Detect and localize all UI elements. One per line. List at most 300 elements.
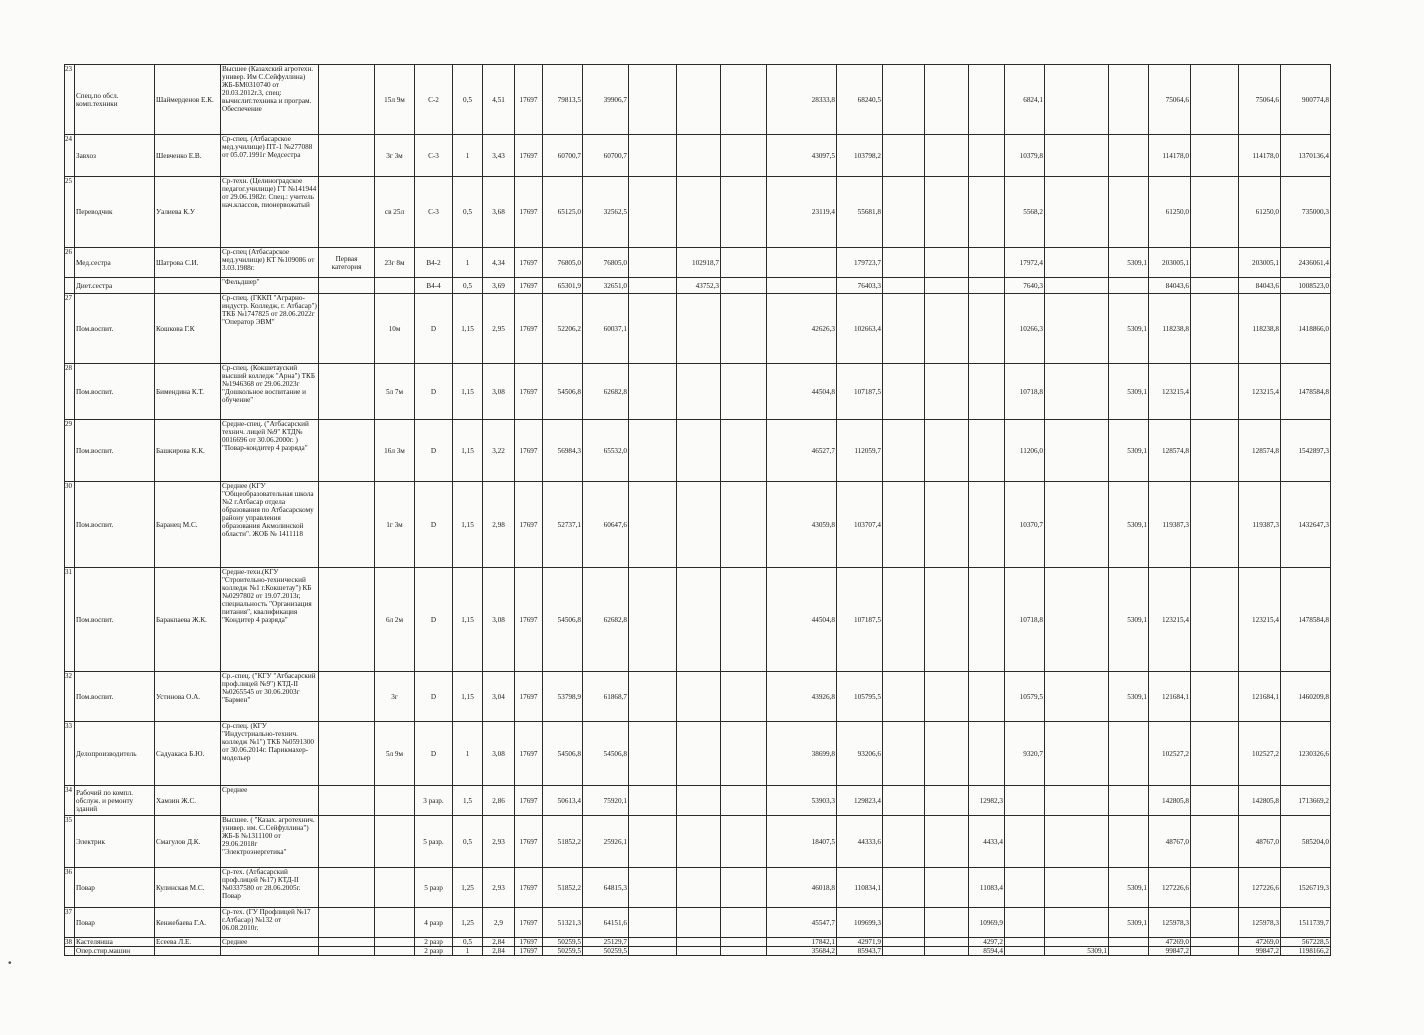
col-empty-4-cell <box>925 816 969 868</box>
position-cell: Электрик <box>75 816 155 868</box>
extra-b-cell: 5309,1 <box>1109 294 1149 364</box>
row-number-cell: 38 <box>65 938 75 947</box>
rate-cell: 1,15 <box>453 294 483 364</box>
col-empty-1-cell <box>629 278 677 294</box>
salary-cell: 52206,2 <box>543 294 583 364</box>
extra-b-cell: 5309,1 <box>1109 482 1149 568</box>
allowance-cell <box>677 420 721 482</box>
col-empty-2-cell <box>721 947 767 956</box>
col-empty-1-cell <box>629 177 677 248</box>
education-text: Высшее. ( "Казах. агротехнич. универ. им. С.Сейфуллина") ЖБ-Б №1311100 от 29.06.2018г "Электроэнергетика" <box>222 816 315 856</box>
subtotal-cell: 105795,5 <box>837 672 883 722</box>
col-empty-2-cell <box>721 482 767 568</box>
category-cell <box>319 568 375 672</box>
allowance-cell <box>677 908 721 938</box>
salary-cell: 79813,5 <box>543 65 583 135</box>
ecology-bonus-b-cell: 10370,7 <box>1005 482 1045 568</box>
extra-b-cell: 5309,1 <box>1109 908 1149 938</box>
extra-a-cell: 5309,1 <box>1045 947 1109 956</box>
salary-cell: 65125,0 <box>543 177 583 248</box>
row-number-cell: 30 <box>65 482 75 568</box>
rate-cell: 1,15 <box>453 420 483 482</box>
experience-cell: 1г 3м <box>375 482 415 568</box>
col-empty-4-cell <box>925 420 969 482</box>
ecology-bonus-b-cell: 6824,1 <box>1005 65 1045 135</box>
col-empty-1-cell <box>629 568 677 672</box>
subtotal-cell: 112059,7 <box>837 420 883 482</box>
col-empty-3-cell <box>883 568 925 672</box>
ecology-bonus-a-cell <box>969 568 1005 672</box>
allowance-cell <box>677 568 721 672</box>
category-cell <box>319 908 375 938</box>
coefficient-cell: 2,9 <box>483 908 515 938</box>
supplement-cell <box>767 248 837 278</box>
ecology-bonus-a-cell: 4433,4 <box>969 816 1005 868</box>
salary-by-rate-cell: 25926,1 <box>583 816 629 868</box>
employee-name-cell <box>155 278 221 294</box>
rate-cell: 1,15 <box>453 482 483 568</box>
table-row <box>65 482 1383 568</box>
col-empty-1-cell <box>629 248 677 278</box>
extra-b-cell: 5309,1 <box>1109 248 1149 278</box>
salary-cell: 54506,8 <box>543 568 583 672</box>
supplement-cell: 53903,3 <box>767 786 837 816</box>
experience-cell: св 25л <box>375 177 415 248</box>
position-cell: Пом.воспит. <box>75 420 155 482</box>
col-empty-3-cell <box>883 65 925 135</box>
extra-b-cell <box>1109 938 1149 947</box>
col-empty-2-cell <box>721 248 767 278</box>
monthly-fund-cell: 114178,0 <box>1239 135 1281 177</box>
annual-fund-cell: 2436061,4 <box>1281 248 1331 278</box>
category-cell <box>319 722 375 786</box>
salary-by-rate-cell: 61868,7 <box>583 672 629 722</box>
category-cell <box>319 786 375 816</box>
extra-a-cell <box>1045 294 1109 364</box>
supplement-cell: 43926,8 <box>767 672 837 722</box>
col-empty-2-cell <box>721 568 767 672</box>
col-empty-4-cell <box>925 177 969 248</box>
col-empty-4-cell <box>925 65 969 135</box>
employee-name-cell: Садуакаса Б.Ю. <box>155 722 221 786</box>
rate-cell: 1,15 <box>453 364 483 420</box>
grade-cell: В4-2 <box>415 248 453 278</box>
col-empty-5-cell <box>1191 938 1239 947</box>
category-cell <box>319 482 375 568</box>
table-row <box>65 908 1383 938</box>
total-monthly-cell: 123215,4 <box>1149 364 1191 420</box>
education-cell <box>221 938 319 947</box>
table-row <box>65 786 1383 816</box>
salary-cell: 52737,1 <box>543 482 583 568</box>
ecology-bonus-b-cell: 9320,7 <box>1005 722 1045 786</box>
allowance-cell <box>677 938 721 947</box>
total-monthly-cell: 142805,8 <box>1149 786 1191 816</box>
allowance-cell <box>677 786 721 816</box>
education-cell <box>221 672 319 722</box>
monthly-fund-cell: 119387,3 <box>1239 482 1281 568</box>
supplement-cell <box>767 278 837 294</box>
position-cell: Переводчик <box>75 177 155 248</box>
salary-cell: 76805,0 <box>543 248 583 278</box>
total-monthly-cell: 127226,6 <box>1149 868 1191 908</box>
position-cell: Пом.воспит. <box>75 364 155 420</box>
rate-cell: 1,15 <box>453 568 483 672</box>
education-text: Ср-техн. (Целиноградское педагог.училище) ГТ №141944 от 29.06.1982г. Спец.: учитель нач.классов, пионервожатый <box>222 177 317 209</box>
subtotal-cell: 107187,5 <box>837 364 883 420</box>
subtotal-cell: 103798,2 <box>837 135 883 177</box>
col-empty-1-cell <box>629 786 677 816</box>
coefficient-cell: 3,22 <box>483 420 515 482</box>
salary-by-rate-cell: 60037,1 <box>583 294 629 364</box>
salary-cell: 54506,8 <box>543 722 583 786</box>
rate-cell: 0,5 <box>453 177 483 248</box>
subtotal-cell: 68240,5 <box>837 65 883 135</box>
table-row <box>65 65 1383 135</box>
col-empty-5-cell <box>1191 908 1239 938</box>
education-text: Ср-спец (Атбасарское мед.училище) КТ №109086 от 3.03.1988г. <box>222 248 315 272</box>
coefficient-cell: 3,43 <box>483 135 515 177</box>
row-number-cell: 23 <box>65 65 75 135</box>
education-text: Среднее <box>222 938 248 945</box>
experience-cell: 3г 3м <box>375 135 415 177</box>
education-cell <box>221 420 319 482</box>
education-text: Среднее (КГУ "Общеобразовательная школа №2 г.Атбасар отдела образования по Атбасарскому району управления образования Акмолинской области". ЖОБ № 1411118 <box>222 482 314 538</box>
col-empty-2-cell <box>721 672 767 722</box>
base-amount-cell: 17697 <box>515 482 543 568</box>
experience-cell: 15л 9м <box>375 65 415 135</box>
subtotal-cell: 179723,7 <box>837 248 883 278</box>
col-empty-5-cell <box>1191 65 1239 135</box>
position-cell: Завхоз <box>75 135 155 177</box>
grade-cell: В4-4 <box>415 278 453 294</box>
grade-cell: 2 разр <box>415 947 453 956</box>
allowance-cell <box>677 177 721 248</box>
coefficient-cell: 2,93 <box>483 816 515 868</box>
coefficient-cell: 2,98 <box>483 482 515 568</box>
grade-cell: D <box>415 672 453 722</box>
experience-cell: 6л 2м <box>375 568 415 672</box>
experience-cell <box>375 278 415 294</box>
coefficient-cell: 2,84 <box>483 947 515 956</box>
extra-a-cell <box>1045 938 1109 947</box>
total-monthly-cell: 47269,0 <box>1149 938 1191 947</box>
position-cell: Мед.сестра <box>75 248 155 278</box>
row-number-cell: 36 <box>65 868 75 908</box>
allowance-cell: 102918,7 <box>677 248 721 278</box>
salary-by-rate-cell: 39906,7 <box>583 65 629 135</box>
table-row <box>65 364 1383 420</box>
col-empty-2-cell <box>721 786 767 816</box>
col-empty-3-cell <box>883 294 925 364</box>
annual-fund-cell: 735000,3 <box>1281 177 1331 248</box>
annual-fund-cell: 1478584,8 <box>1281 364 1331 420</box>
grade-cell: D <box>415 420 453 482</box>
employee-name-cell: Кошкова Г.К <box>155 294 221 364</box>
col-empty-2-cell <box>721 420 767 482</box>
employee-name-cell: Шатрова С.И. <box>155 248 221 278</box>
annual-fund-cell: 1478584,8 <box>1281 568 1331 672</box>
subtotal-cell: 102663,4 <box>837 294 883 364</box>
col-empty-2-cell <box>721 364 767 420</box>
total-monthly-cell: 84043,6 <box>1149 278 1191 294</box>
col-empty-1-cell <box>629 294 677 364</box>
salary-by-rate-cell: 64151,6 <box>583 908 629 938</box>
education-cell <box>221 135 319 177</box>
education-cell <box>221 482 319 568</box>
annual-fund-cell: 1432647,3 <box>1281 482 1331 568</box>
allowance-cell <box>677 816 721 868</box>
category-cell <box>319 364 375 420</box>
ecology-bonus-a-cell <box>969 65 1005 135</box>
col-empty-2-cell <box>721 177 767 248</box>
col-empty-4-cell <box>925 672 969 722</box>
monthly-fund-cell: 47269,0 <box>1239 938 1281 947</box>
table-row <box>65 568 1383 672</box>
subtotal-cell: 109699,3 <box>837 908 883 938</box>
ecology-bonus-a-cell: 4297,2 <box>969 938 1005 947</box>
education-cell <box>221 278 319 294</box>
grade-cell: D <box>415 294 453 364</box>
table-row <box>65 672 1383 722</box>
rate-cell: 0,5 <box>453 938 483 947</box>
monthly-fund-cell: 125978,3 <box>1239 908 1281 938</box>
col-empty-2-cell <box>721 868 767 908</box>
col-empty-3-cell <box>883 420 925 482</box>
subtotal-cell: 42971,9 <box>837 938 883 947</box>
experience-cell <box>375 786 415 816</box>
education-cell <box>221 364 319 420</box>
coefficient-cell: 3,69 <box>483 278 515 294</box>
salary-cell: 54506,8 <box>543 364 583 420</box>
subtotal-cell: 107187,5 <box>837 568 883 672</box>
salary-by-rate-cell: 32651,0 <box>583 278 629 294</box>
rate-cell: 0,5 <box>453 278 483 294</box>
education-text: Средне-техн.(КГУ "Строительно-технический колледж №1 г.Кокшетау") КБ №0297802 от 19.07.2013г, специальность "Организация питания", квалификация "Кондитер 4 разряда" <box>222 568 312 624</box>
allowance-cell <box>677 65 721 135</box>
salary-by-rate-cell: 50259,5 <box>583 947 629 956</box>
total-monthly-cell: 203005,1 <box>1149 248 1191 278</box>
employee-name-cell: Шевченко Е.В. <box>155 135 221 177</box>
extra-a-cell <box>1045 135 1109 177</box>
row-number-cell: 33 <box>65 722 75 786</box>
education-cell <box>221 816 319 868</box>
rate-cell: 1,25 <box>453 868 483 908</box>
table-row <box>65 420 1383 482</box>
col-empty-1-cell <box>629 135 677 177</box>
col-empty-3-cell <box>883 177 925 248</box>
salary-by-rate-cell: 76805,0 <box>583 248 629 278</box>
row-number-cell <box>65 947 75 956</box>
col-empty-4-cell <box>925 294 969 364</box>
supplement-cell: 18407,5 <box>767 816 837 868</box>
education-cell <box>221 294 319 364</box>
base-amount-cell: 17697 <box>515 294 543 364</box>
extra-b-cell <box>1109 177 1149 248</box>
rate-cell: 1 <box>453 248 483 278</box>
extra-b-cell <box>1109 786 1149 816</box>
col-empty-3-cell <box>883 816 925 868</box>
rate-cell: 0,5 <box>453 816 483 868</box>
supplement-cell: 38699,8 <box>767 722 837 786</box>
col-empty-1-cell <box>629 947 677 956</box>
ecology-bonus-a-cell <box>969 420 1005 482</box>
coefficient-cell: 2,86 <box>483 786 515 816</box>
row-number-cell: 31 <box>65 568 75 672</box>
supplement-cell: 17842,1 <box>767 938 837 947</box>
employee-name-cell: Бимендина К.Т. <box>155 364 221 420</box>
extra-b-cell <box>1109 816 1149 868</box>
col-empty-3-cell <box>883 938 925 947</box>
annual-fund-cell: 1526719,3 <box>1281 868 1331 908</box>
position-cell: Пом.воспит. <box>75 672 155 722</box>
rate-cell: 1,25 <box>453 908 483 938</box>
category-cell <box>319 65 375 135</box>
table-row <box>65 816 1383 868</box>
monthly-fund-cell: 128574,8 <box>1239 420 1281 482</box>
ecology-bonus-b-cell <box>1005 816 1045 868</box>
subtotal-cell: 110834,1 <box>837 868 883 908</box>
ecology-bonus-b-cell <box>1005 786 1045 816</box>
employee-name-cell: Баракпаева Ж.К. <box>155 568 221 672</box>
col-empty-4-cell <box>925 947 969 956</box>
base-amount-cell: 17697 <box>515 672 543 722</box>
ecology-bonus-a-cell <box>969 135 1005 177</box>
total-monthly-cell: 99847,2 <box>1149 947 1191 956</box>
col-empty-4-cell <box>925 568 969 672</box>
ecology-bonus-a-cell <box>969 177 1005 248</box>
col-empty-4-cell <box>925 786 969 816</box>
subtotal-cell: 44333,6 <box>837 816 883 868</box>
category-cell <box>319 294 375 364</box>
salary-by-rate-cell: 54506,8 <box>583 722 629 786</box>
grade-cell: С-3 <box>415 135 453 177</box>
position-cell: Пом.воспит. <box>75 294 155 364</box>
col-empty-5-cell <box>1191 722 1239 786</box>
subtotal-cell: 76403,3 <box>837 278 883 294</box>
position-cell: Пом.воспит. <box>75 568 155 672</box>
grade-cell: D <box>415 364 453 420</box>
base-amount-cell: 17697 <box>515 364 543 420</box>
col-empty-2-cell <box>721 908 767 938</box>
position-cell: Диет.сестра <box>75 278 155 294</box>
col-empty-3-cell <box>883 248 925 278</box>
row-number-cell: 27 <box>65 294 75 364</box>
monthly-fund-cell: 118238,8 <box>1239 294 1281 364</box>
grade-cell: D <box>415 568 453 672</box>
rate-cell: 1,15 <box>453 672 483 722</box>
coefficient-cell: 3,08 <box>483 568 515 672</box>
employee-name-cell: Шаймерденов Е.К. <box>155 65 221 135</box>
total-monthly-cell: 128574,8 <box>1149 420 1191 482</box>
base-amount-cell: 17697 <box>515 65 543 135</box>
base-amount-cell: 17697 <box>515 786 543 816</box>
coefficient-cell: 2,93 <box>483 868 515 908</box>
monthly-fund-cell: 84043,6 <box>1239 278 1281 294</box>
grade-cell: 3 разр. <box>415 786 453 816</box>
education-text: Ср-спец. (Кокшетауский высший колледж "Арна") ТКБ №1946368 от 29.06.2023г "Дошкольное воспитание и обучение" <box>222 364 315 404</box>
extra-b-cell <box>1109 722 1149 786</box>
category-cell <box>319 672 375 722</box>
total-monthly-cell: 118238,8 <box>1149 294 1191 364</box>
col-empty-1-cell <box>629 938 677 947</box>
supplement-cell: 42626,3 <box>767 294 837 364</box>
position-cell: Кастелянша <box>75 938 155 947</box>
ecology-bonus-a-cell <box>969 278 1005 294</box>
col-empty-4-cell <box>925 482 969 568</box>
supplement-cell: 44504,8 <box>767 568 837 672</box>
coefficient-cell: 4,51 <box>483 65 515 135</box>
education-cell <box>221 248 319 278</box>
allowance-cell <box>677 947 721 956</box>
col-empty-2-cell <box>721 278 767 294</box>
education-cell <box>221 786 319 816</box>
base-amount-cell: 17697 <box>515 908 543 938</box>
col-empty-5-cell <box>1191 947 1239 956</box>
coefficient-cell: 3,68 <box>483 177 515 248</box>
total-monthly-cell: 125978,3 <box>1149 908 1191 938</box>
position-cell: Рабочий по компл. обслуж. и ремонту зданий <box>75 786 155 816</box>
rate-cell: 1 <box>453 947 483 956</box>
staff-salary-table <box>64 64 1383 956</box>
row-number-cell: 29 <box>65 420 75 482</box>
ecology-bonus-b-cell <box>1005 908 1045 938</box>
ecology-bonus-a-cell <box>969 482 1005 568</box>
grade-cell: D <box>415 482 453 568</box>
col-empty-1-cell <box>629 482 677 568</box>
experience-cell: 23г 8м <box>375 248 415 278</box>
extra-a-cell <box>1045 672 1109 722</box>
table-row <box>65 947 1383 956</box>
table-row <box>65 177 1383 248</box>
position-cell: Повар <box>75 908 155 938</box>
ecology-bonus-b-cell: 5568,2 <box>1005 177 1045 248</box>
category-cell <box>319 177 375 248</box>
extra-a-cell <box>1045 177 1109 248</box>
experience-cell <box>375 908 415 938</box>
ecology-bonus-b-cell: 10718,8 <box>1005 364 1045 420</box>
base-amount-cell: 17697 <box>515 722 543 786</box>
education-text: Ср-спец. (Атбасарское мед.училище) ПТ-1 №277088 от 05.07.1991г Медсестра <box>222 135 313 159</box>
employee-name-cell: Устинова О.А. <box>155 672 221 722</box>
employee-name-cell: Уалиева К.У <box>155 177 221 248</box>
monthly-fund-cell: 61250,0 <box>1239 177 1281 248</box>
salary-by-rate-cell: 65532,0 <box>583 420 629 482</box>
col-empty-5-cell <box>1191 135 1239 177</box>
education-text: "Фельдшер" <box>222 278 260 286</box>
row-number-cell: 32 <box>65 672 75 722</box>
extra-a-cell <box>1045 908 1109 938</box>
experience-cell: 5л 7м <box>375 364 415 420</box>
supplement-cell: 45547,7 <box>767 908 837 938</box>
col-empty-1-cell <box>629 908 677 938</box>
base-amount-cell: 17697 <box>515 568 543 672</box>
total-monthly-cell: 121684,1 <box>1149 672 1191 722</box>
row-number-cell <box>65 278 75 294</box>
allowance-cell <box>677 722 721 786</box>
col-empty-4-cell <box>925 722 969 786</box>
salary-by-rate-cell: 62682,8 <box>583 364 629 420</box>
grade-cell: 2 разр <box>415 938 453 947</box>
annual-fund-cell: 900774,8 <box>1281 65 1331 135</box>
experience-cell: 5л 9м <box>375 722 415 786</box>
col-empty-3-cell <box>883 722 925 786</box>
ecology-bonus-a-cell <box>969 722 1005 786</box>
salary-cell: 50259,5 <box>543 938 583 947</box>
col-empty-1-cell <box>629 672 677 722</box>
education-text: Высшее (Казахский агротехн. универ. Им С.Сейфуллина) ЖБ-БМ0310740 от 20.03.2012г.3, спец: вычислит.техника и програм. Обеспечение <box>222 65 314 113</box>
supplement-cell: 28333,8 <box>767 65 837 135</box>
